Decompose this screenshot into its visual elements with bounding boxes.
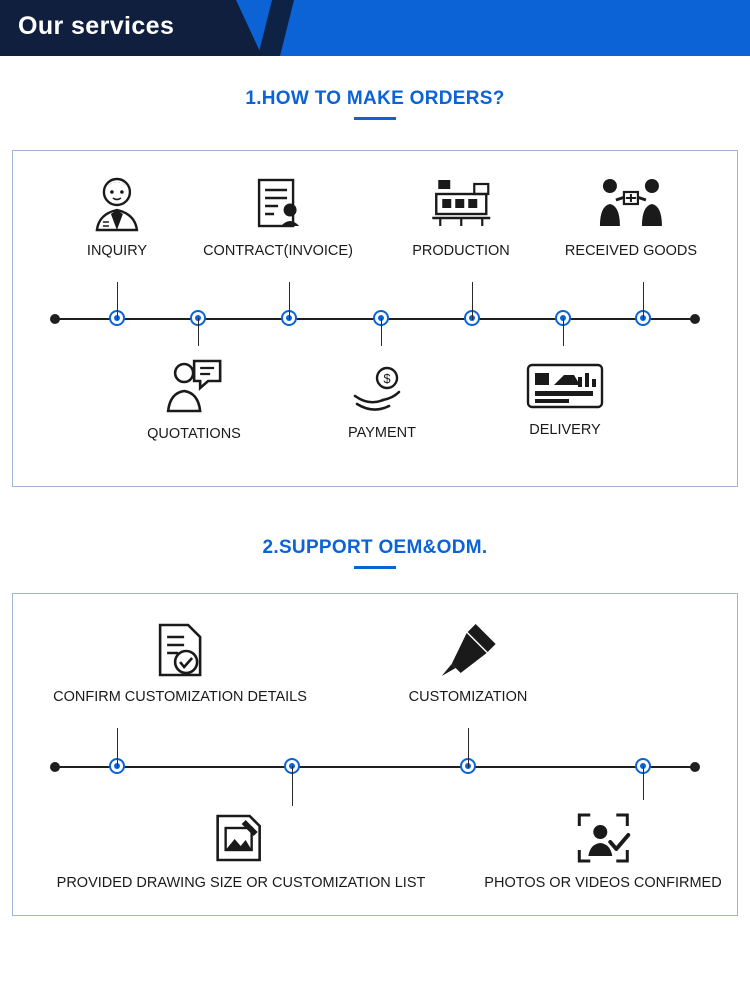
businessperson-icon [87,176,147,237]
stem-confirm [117,728,118,768]
timeline-start-cap [50,314,60,324]
process-item-label: DELIVERY [529,422,601,438]
section-1-heading: 1.HOW TO MAKE ORDERS? [245,88,505,109]
oem-item-confirm-details [53,622,307,705]
oem-timeline [55,766,695,768]
hand-money-icon [348,366,416,419]
orders-process-panel [12,150,738,487]
stem-inquiry [117,282,118,320]
process-item-label: PRODUCTION [412,243,510,259]
oem-item-label: PROVIDED DRAWING SIZE OR CUSTOMIZATION LIST [56,875,426,891]
truck-shipping-icon [526,359,604,416]
process-item-label: PAYMENT [348,425,416,441]
stem-quotations [198,318,199,346]
process-item-delivery [526,359,604,438]
portrait-check-icon [484,812,721,869]
section-2-heading-underline [354,566,396,569]
factory-machine-icon [412,176,509,237]
drawing-image-icon [57,812,426,869]
stem-drawing [292,766,293,806]
process-item-received-goods [565,176,697,259]
process-item-label: CONTRACT(INVOICE) [203,243,353,259]
oem-item-drawing-list [57,812,426,891]
stem-contract [289,282,290,320]
stem-production [472,282,473,320]
oem-item-label: PHOTOS OR VIDEOS CONFIRMED [484,875,722,891]
stem-received [643,282,644,320]
section-1-heading-underline [354,117,396,120]
pencil-ruler-icon [409,622,528,683]
people-handshake-icon [565,176,697,237]
stem-payment [381,318,382,346]
section-1-heading-wrap [0,88,750,120]
process-item-quotations [147,359,241,442]
process-item-inquiry [87,176,147,259]
stem-delivery [563,318,564,346]
process-item-production [412,176,509,259]
oem-item-label: CONFIRM CUSTOMIZATION DETAILS [53,689,307,705]
process-item-label: QUOTATIONS [147,426,241,442]
stem-photos [643,766,644,800]
oem-item-customization [409,622,528,705]
section-2-heading: 2.SUPPORT OEM&ODM. [262,537,488,558]
oem-odm-panel [12,593,738,916]
page-title: Our services [18,12,175,40]
svg-text:$: $ [383,371,391,386]
process-item-label: RECEIVED GOODS [564,243,698,259]
oem-timeline-end-cap [690,762,700,772]
process-item-label: INQUIRY [86,243,148,259]
timeline-end-cap [690,314,700,324]
contract-document-icon [203,176,353,237]
page-header-banner [0,0,750,56]
oem-timeline-start-cap [50,762,60,772]
process-item-contract [203,176,353,259]
orders-timeline [55,318,695,320]
process-item-payment [348,366,416,441]
oem-item-label: CUSTOMIZATION [408,689,528,705]
person-chat-bubble-icon [147,359,241,420]
section-2-heading-wrap [0,537,750,569]
stem-customization [468,728,469,768]
oem-item-photos-videos [484,812,721,891]
document-check-icon [53,622,307,683]
